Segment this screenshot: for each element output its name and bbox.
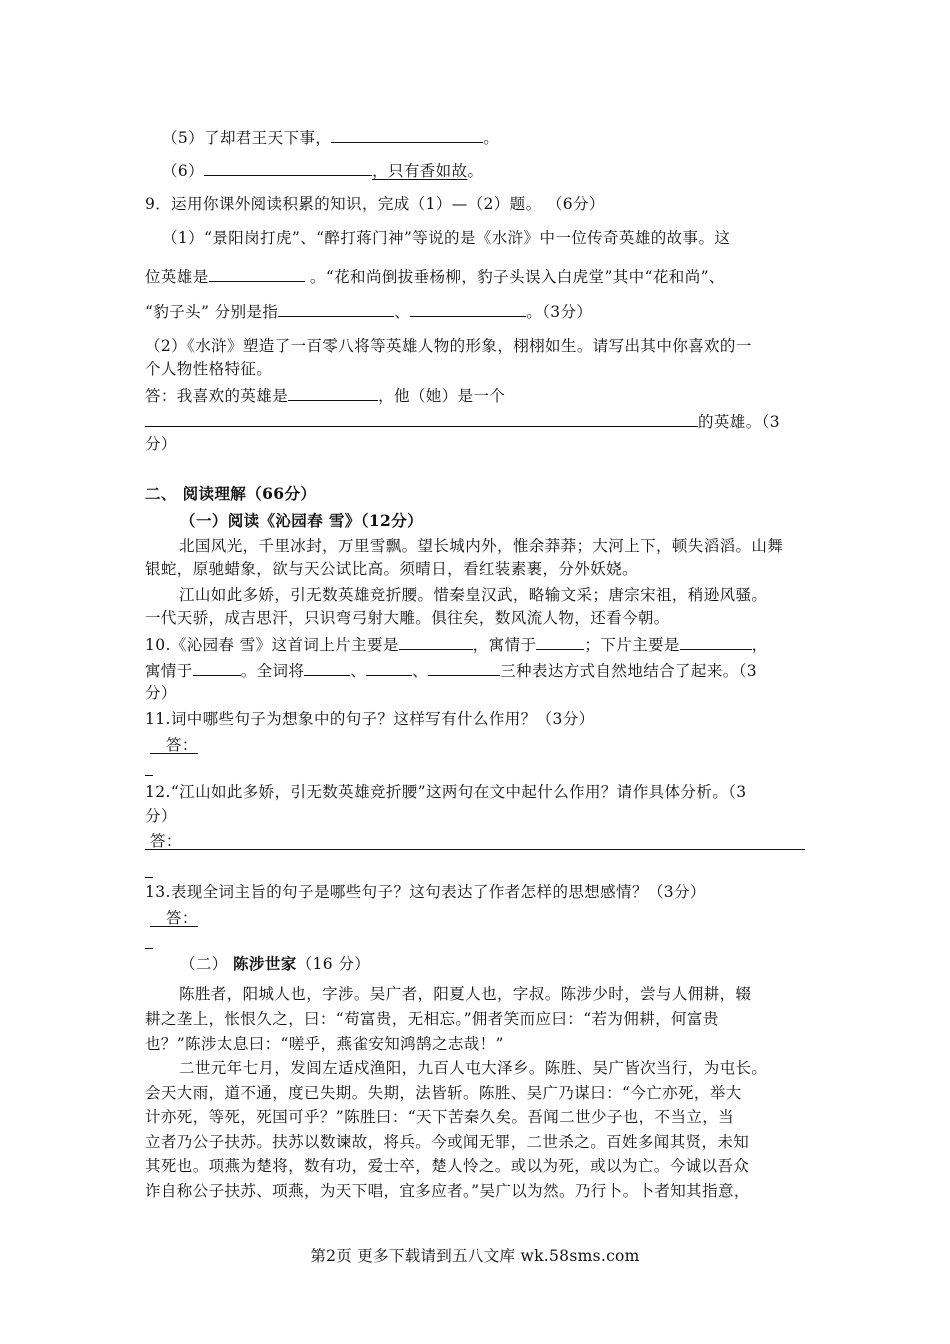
q8-item-5 bbox=[162, 126, 499, 149]
q12-answer-line[interactable] bbox=[145, 849, 805, 850]
q9-part2-line1: （2）《水浒》塑造了一百零八将等英雄人物的形象，栩栩如生。请写出其中你喜欢的一 bbox=[145, 337, 752, 355]
passage-line: 会天大雨，道不通，度已失期。失期，法皆斩。陈胜、吴广乃谋曰：“今亡亦死，举大 bbox=[145, 1084, 742, 1102]
part2-heading-title: 陈涉世家 bbox=[233, 954, 297, 973]
poem-line: 一代天骄，成吉思汗，只识弯弓射大雕。俱往矣，数风流人物，还看今朝。 bbox=[145, 609, 670, 627]
q8-item-5-end: 。 bbox=[483, 129, 500, 147]
q8-item-6-text: ，只有香如故 bbox=[372, 162, 468, 180]
q12-stem-line1: 12.“江山如此多娇，引无数英雄竞折腰”这两句在文中起什么作用？请作具体分析。（3 bbox=[145, 783, 747, 801]
q11-answer-label bbox=[150, 734, 198, 756]
part2-heading bbox=[180, 953, 370, 975]
page-footer: 第2页 更多下载请到五八文库 wk.58sms.com bbox=[310, 1247, 640, 1265]
q10-text: ，寓情于 bbox=[472, 636, 537, 654]
part2-heading-num: （二） bbox=[180, 955, 228, 973]
q10-line1 bbox=[145, 633, 768, 656]
passage-line: 计亦死，等死，死国可乎？”陈胜曰：“天下苦秦久矣。吾闻二世少子也，不当立，当 bbox=[145, 1108, 735, 1126]
q10-text: ， bbox=[751, 636, 768, 654]
q9-text: 位英雄是 bbox=[145, 268, 209, 286]
q9-text: “豹子头” 分别是指 bbox=[145, 303, 279, 321]
q9-answer-text: 的英雄。（3 bbox=[698, 413, 781, 431]
poem-line: 银蛇，原驰蜡象，欲与天公试比高。须晴日，看红装素裹，分外妖娆。 bbox=[145, 560, 638, 578]
q10-line2 bbox=[145, 659, 757, 682]
answer-blank[interactable] bbox=[536, 633, 584, 650]
q9-answer-text: ，他（她）是一个 bbox=[378, 387, 506, 405]
q12-stem-line2: 分） bbox=[145, 807, 177, 825]
answer-line-mark[interactable] bbox=[145, 877, 153, 878]
q13-answer-label bbox=[150, 907, 198, 929]
answer-line-mark[interactable] bbox=[145, 775, 153, 776]
q9-text: 。（3分） bbox=[526, 303, 593, 321]
q10-text: 10.《沁园春 雪》这首词上片主要是 bbox=[145, 636, 399, 654]
passage-line: 耕之垄上，怅恨久之，曰：“苟富贵，无相忘。”佣者笑而应曰：“若为佣耕，何富贵 bbox=[145, 1010, 719, 1028]
section-heading: 二、 阅读理解（66分） bbox=[145, 484, 317, 503]
answer-blank[interactable] bbox=[680, 633, 752, 650]
answer-blank[interactable] bbox=[399, 633, 473, 650]
answer-blank[interactable] bbox=[366, 659, 412, 676]
part1-heading: （一）阅读《沁园春 雪》（12分） bbox=[180, 511, 424, 530]
q10-text: ；下片主要是 bbox=[584, 636, 680, 654]
q10-text: 三种表达方式自然地结合了起来。（3 bbox=[500, 662, 758, 680]
baozitou-blank[interactable] bbox=[410, 300, 526, 317]
q9-part1-line3 bbox=[145, 300, 592, 323]
q12-answer-label: 答： bbox=[150, 832, 182, 850]
q10-line3: 分） bbox=[145, 684, 177, 702]
passage-line: 陈胜者，阳城人也，字涉。吴广者，阳夏人也，字叔。陈涉少时，尝与人佣耕，辍 bbox=[179, 985, 752, 1003]
answer-blank[interactable] bbox=[193, 659, 241, 676]
q8-item-6-label: （6） bbox=[162, 162, 205, 180]
poem-line: 北国风光，千里冰封，万里雪飘。望长城内外，惟余莽莽；大河上下，顿失滔滔。山舞 bbox=[179, 537, 784, 555]
q10-text: 寓情于 bbox=[145, 662, 193, 680]
hero-name-blank[interactable] bbox=[209, 265, 305, 282]
q8-item-6-end: 。 bbox=[467, 162, 484, 180]
q9-text: 、 bbox=[394, 303, 411, 321]
passage-line: 诈自称公子扶苏、项燕，为天下唱，宜多应者。”吴广以为然。乃行卜。卜者知其指意， bbox=[145, 1182, 750, 1200]
part2-heading-score: （16 分） bbox=[296, 955, 371, 973]
q10-text: 。全词将 bbox=[240, 662, 305, 680]
answer-blank[interactable] bbox=[428, 659, 500, 676]
q9-text: 。“花和尚倒拔垂杨柳，豹子头误入白虎堂”其中“花和尚”、 bbox=[304, 268, 725, 286]
q8-item-5-text: （5）了却君王天下事， bbox=[162, 129, 332, 147]
q9-stem: 9．运用你课外阅读积累的知识，完成（1）—（2）题。 （6分） bbox=[145, 195, 605, 213]
answer-line-mark[interactable] bbox=[145, 948, 153, 949]
answer-blank[interactable] bbox=[331, 126, 483, 143]
favorite-hero-blank[interactable] bbox=[288, 384, 378, 401]
q9-part1-line1: （1）“景阳岗打虎”、“醉打蒋门神”等说的是《水浒》中一位传奇英雄的故事。这 bbox=[162, 229, 731, 247]
q10-text: 、 bbox=[350, 662, 367, 680]
q9-answer-text: 答：我喜欢的英雄是 bbox=[145, 387, 289, 405]
huaheshang-blank[interactable] bbox=[278, 300, 394, 317]
answer-blank[interactable] bbox=[304, 659, 350, 676]
q8-item-6 bbox=[162, 159, 483, 182]
poem-line: 江山如此多娇，引无数英雄竞折腰。惜秦皇汉武，略输文采；唐宗宋祖，稍逊风骚。 bbox=[179, 586, 768, 604]
trait-blank[interactable] bbox=[145, 410, 698, 427]
q9-answer-line2 bbox=[145, 410, 780, 433]
passage-line: 其死也。项燕为楚将，数有功，爱士卒，楚人怜之。或以为死，或以为亡。今诚以吾众 bbox=[145, 1157, 750, 1175]
q9-part2-line2: 个人物性格特征。 bbox=[145, 360, 273, 378]
q9-answer-line1 bbox=[145, 384, 505, 407]
answer-label: 答： bbox=[165, 736, 198, 754]
passage-line: 也？”陈涉太息曰：“嗟乎，燕雀安知鸿鹄之志哉！” bbox=[145, 1035, 504, 1053]
answer-label: 答： bbox=[165, 909, 198, 927]
answer-blank[interactable] bbox=[204, 159, 372, 176]
q9-part1-line2 bbox=[145, 265, 725, 288]
q13-stem: 13.表现全词主旨的句子是哪些句子？这句表达了作者怎样的思想感情？（3分） bbox=[145, 883, 706, 901]
q11-stem: 11.词中哪些句子为想象中的句子？这样写有什么作用？（3分） bbox=[145, 710, 595, 728]
passage-line: 立者乃公子扶苏。扶苏以数谏故，将兵。今或闻无罪，二世杀之。百姓多闻其贤，未知 bbox=[145, 1133, 750, 1151]
q9-answer-line3: 分） bbox=[145, 435, 177, 453]
passage-line: 二世元年七月，发闾左适戍渔阳，九百人屯大泽乡。陈胜、吴广皆次当行，为屯长。 bbox=[179, 1059, 768, 1077]
q10-text: 、 bbox=[412, 662, 429, 680]
